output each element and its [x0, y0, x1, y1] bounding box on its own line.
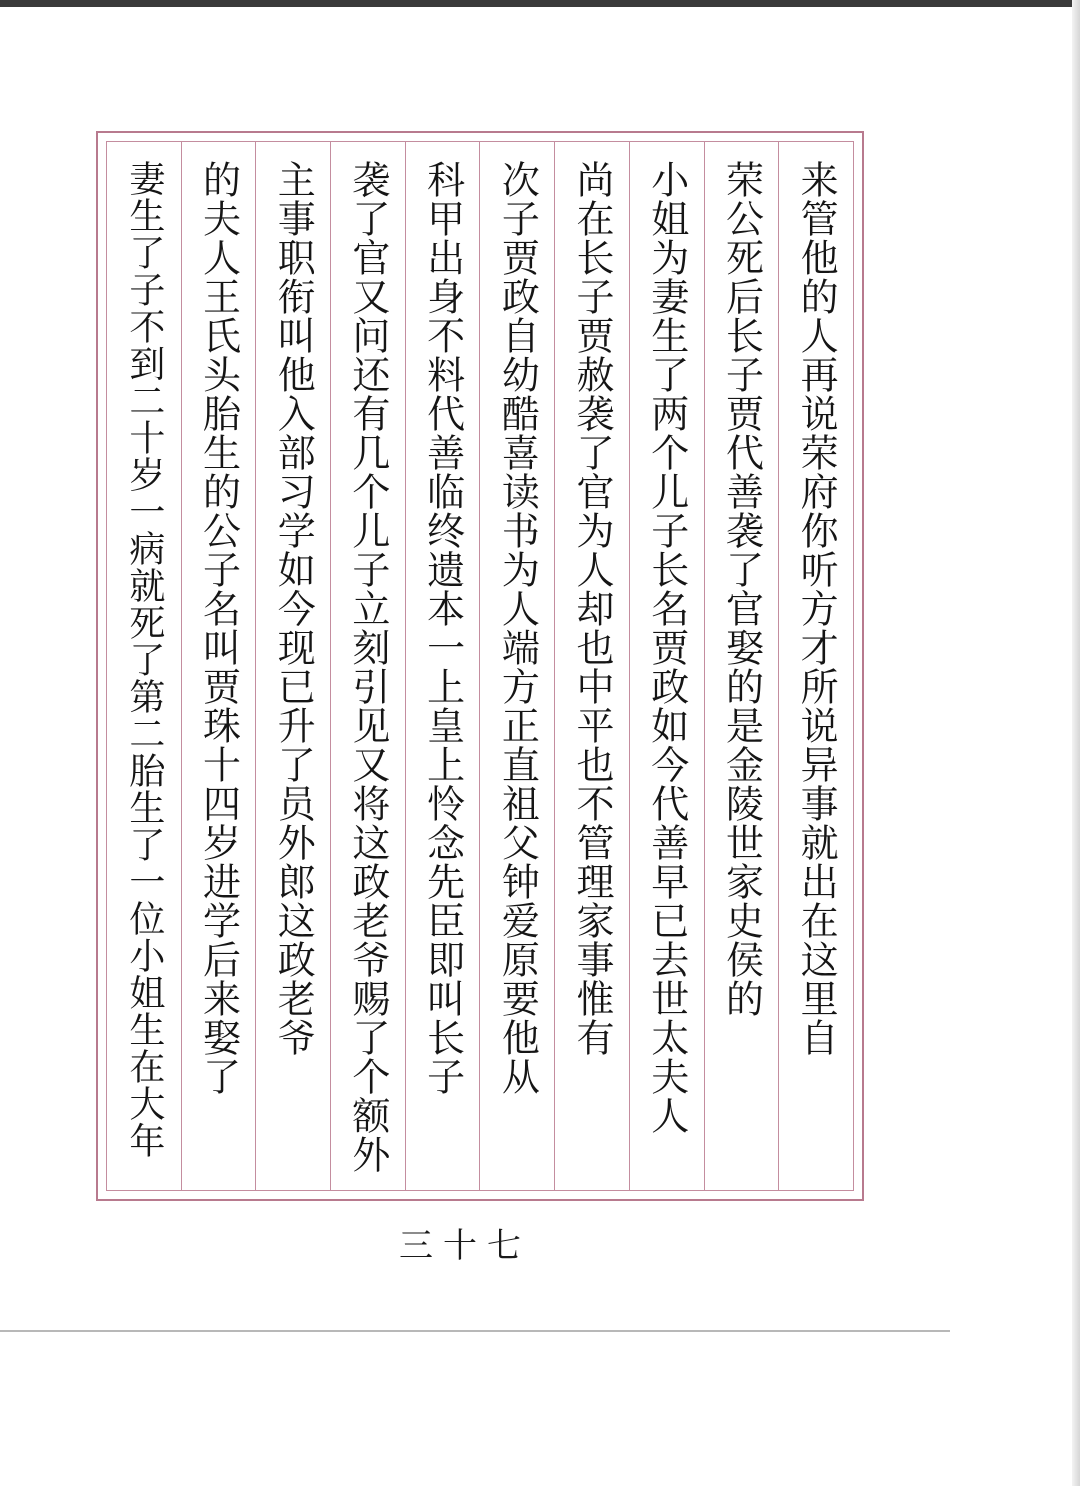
- manuscript-column-3: [629, 142, 704, 1190]
- manuscript-column-6: [405, 142, 480, 1190]
- page-number: 三十七: [399, 1226, 531, 1266]
- column-text: 次子贾政自幼酷喜读书为人端方正直祖父钟爱原要他从: [495, 160, 540, 1096]
- column-text: 的夫人王氏头胎生的公子名叫贾珠十四岁进学后来娶了: [196, 160, 241, 1096]
- column-text: 袭了官又问还有几个儿子立刻引见又将这政老爷赐了个额外: [345, 160, 390, 1174]
- manuscript-column-7: [330, 142, 405, 1190]
- column-text: 妻生了子不到二十岁一病就死了第二胎生了一位小姐生在大年: [123, 160, 165, 1159]
- column-text: 尚在长子贾赦袭了官为人却也中平也不管理家事惟有: [570, 160, 615, 1057]
- manuscript-grid: [106, 141, 854, 1191]
- manuscript-column-10: [107, 142, 181, 1190]
- manuscript-column-4: [554, 142, 629, 1190]
- manuscript-frame: [96, 131, 864, 1201]
- scan-bottom-rule: [0, 1330, 950, 1332]
- manuscript-column-1: [778, 142, 853, 1190]
- column-text: 来管他的人再说荣府你听方才所说异事就出在这里自: [794, 160, 839, 1057]
- scan-right-edge: [1072, 0, 1080, 1486]
- manuscript-column-9: [181, 142, 256, 1190]
- scan-top-edge: [0, 0, 1080, 7]
- column-text: 科甲出身不料代善临终遗本一上皇上怜念先臣即叫长子: [420, 160, 465, 1096]
- manuscript-column-5: [479, 142, 554, 1190]
- column-text: 小姐为妻生了两个儿子长名贾政如今代善早已去世太夫人: [644, 160, 689, 1135]
- manuscript-column-2: [704, 142, 779, 1190]
- manuscript-column-8: [255, 142, 330, 1190]
- column-text: 主事职衔叫他入部习学如今现已升了员外郎这政老爷: [271, 160, 316, 1057]
- column-text: 荣公死后长子贾代善袭了官娶的是金陵世家史侯的: [719, 160, 764, 1018]
